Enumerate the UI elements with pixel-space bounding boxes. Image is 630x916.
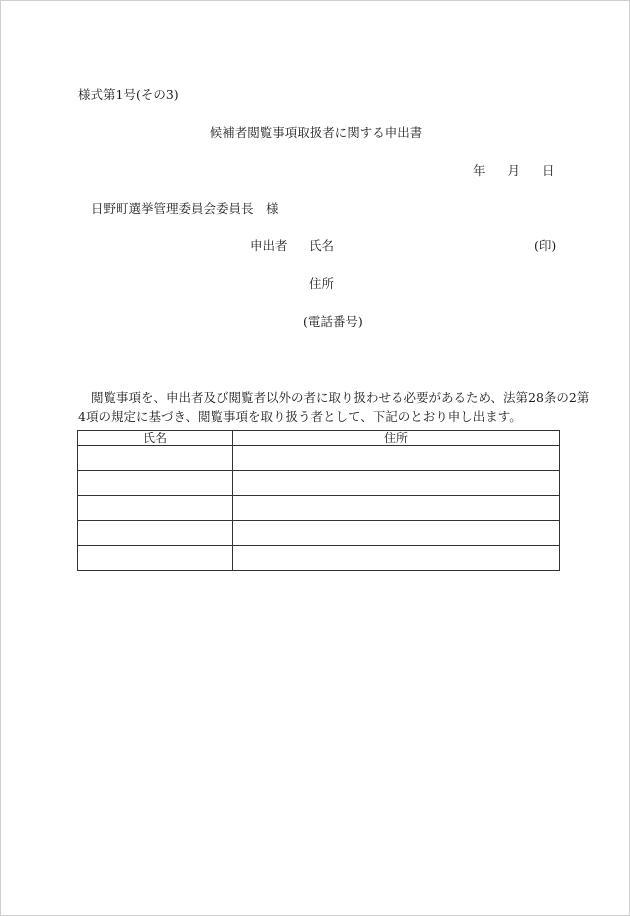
- table-row: [78, 496, 560, 521]
- form-number: 様式第1号(その3): [78, 87, 179, 102]
- table-row: [78, 471, 560, 496]
- addressee: 日野町選挙管理委員会委員長 様: [91, 201, 279, 216]
- table-row: [78, 521, 560, 546]
- applicant-phone-label: (電話番号): [303, 314, 363, 329]
- body-text-line-2: 4項の規定に基づき、閲覧事項を取り扱う者として、下記のとおり申し出ます。: [78, 409, 522, 424]
- table-row: [78, 546, 560, 571]
- column-header-name: 氏名: [78, 431, 233, 446]
- body-text-line-1: 閲覧事項を、申出者及び閲覧者以外の者に取り扱わせる必要があるため、法第28条の2第: [91, 390, 590, 405]
- date-month-label: 月: [507, 163, 521, 178]
- address-cell[interactable]: [233, 496, 560, 521]
- name-cell[interactable]: [78, 521, 233, 546]
- date-line: [473, 161, 555, 179]
- name-cell[interactable]: [78, 546, 233, 571]
- date-year-label: 年: [473, 163, 486, 178]
- seal-mark: (印): [534, 238, 557, 253]
- address-cell[interactable]: [233, 521, 560, 546]
- name-cell[interactable]: [78, 471, 233, 496]
- name-cell[interactable]: [78, 496, 233, 521]
- column-header-address: 住所: [233, 431, 560, 446]
- date-day-label: 日: [542, 163, 555, 178]
- name-cell[interactable]: [78, 446, 233, 471]
- handler-table: [77, 430, 560, 571]
- table-row: [78, 446, 560, 471]
- address-cell[interactable]: [233, 471, 560, 496]
- address-cell[interactable]: [233, 546, 560, 571]
- applicant-address-label: 住所: [309, 276, 335, 291]
- table-header-row: [78, 431, 560, 446]
- document-title: 候補者閲覧事項取扱者に関する申出書: [209, 125, 423, 140]
- applicant-name-label: 氏名: [309, 238, 335, 253]
- applicant-label: 申出者: [250, 238, 288, 253]
- address-cell[interactable]: [233, 446, 560, 471]
